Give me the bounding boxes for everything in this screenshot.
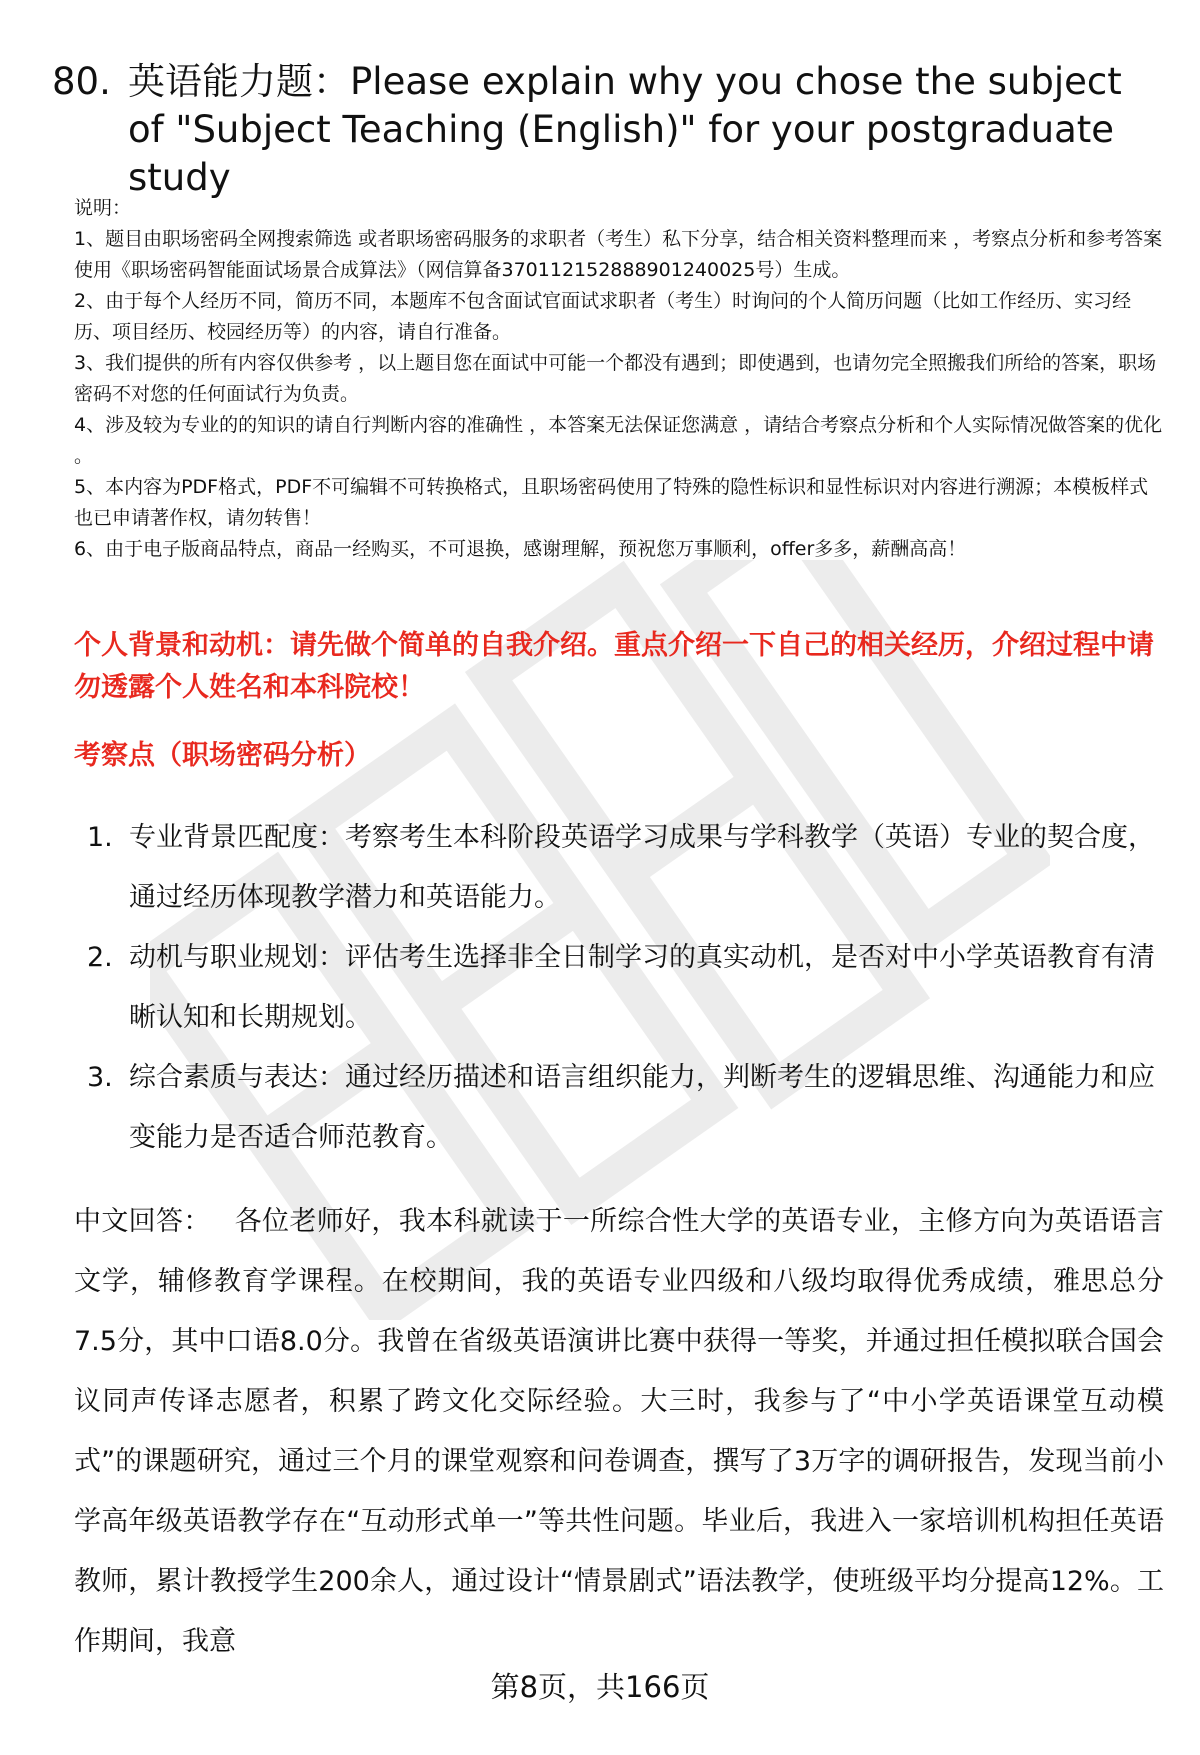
notes-section: [74, 193, 1164, 565]
notes-item: 2、由于每个人经历不同，简历不同，本题库不包含面试官面试求职者（考生）时询问的个人简历问题（比如工作经历、实习经历、项目经历、校园经历等）的内容，请自行准备。: [74, 290, 1132, 343]
notes-item: 4、涉及较为专业的的知识的请自行判断内容的准确性 ，本答案无法保证您满意 ，请结合考察点分析和个人实际情况做答案的优化 。: [74, 414, 1163, 467]
answer-label: 中文回答：: [74, 1206, 211, 1237]
point-text: 动机与职业规划：评估考生选择非全日制学习的真实动机，是否对中小学英语教育有清晰认知和长期规划。: [129, 942, 1155, 1033]
notes-item: 3、我们提供的所有内容仅供参考 ，以上题目您在面试中可能一个都没有遇到；即使遇到，也请勿完全照搬我们所给的答案，职场密码不对您的任何面试行为负责。: [74, 352, 1157, 405]
notes-heading: 说明：: [74, 197, 132, 219]
point-text: 专业背景匹配度：考察考生本科阶段英语学习成果与学科教学（英语）专业的契合度，通过经历体现教学潜力和英语能力。: [129, 822, 1155, 913]
analysis-point: [74, 1048, 1164, 1168]
notes-item: 6、由于电子版商品特点，商品一经购买，不可退换，感谢理解，预祝您万事顺利，offer多多，薪酬高高！: [74, 538, 967, 560]
point-index: 1.: [87, 822, 113, 853]
answer-paragraph: [74, 1192, 1164, 1672]
point-index: 2.: [87, 942, 113, 973]
analysis-points: [74, 808, 1164, 1168]
sub-question: 个人背景和动机：请先做个简单的自我介绍。重点介绍一下自己的相关经历，介绍过程中请勿透露个人姓名和本科院校！: [74, 630, 1154, 703]
point-index: 3.: [87, 1062, 113, 1093]
answer-text: 各位老师好，我本科就读于一所综合性大学的英语专业，主修方向为英语语言文学，辅修教育学课程。在校期间，我的英语专业四级和八级均取得优秀成绩，雅思总分7.5分，其中口语8.0分。我曾在省级英语演讲比赛中获得一等奖，并通过担任模拟联合国会议同声传译志愿者，积累了跨文化交际经验。大三时，我参与了“中小学英语课堂互动模式”的课题研究，通过三个月的课堂观察和问卷调查，撰写了3万字的调研报告，发现当前小学高年级英语教学存在“互动形式单一”等共性问题。毕业后，我进入一家培训机构担任英语教师，累计教授学生200余人，通过设计“情景剧式”语法教学，使班级平均分提高12%。工作期间，我意: [74, 1206, 1165, 1657]
notes-item: 5、本内容为PDF格式，PDF不可编辑不可转换格式，且职场密码使用了特殊的隐性标识和显性标识对内容进行溯源；本模板样式也已申请著作权，请勿转售！: [74, 476, 1149, 529]
page-footer: 第8页，共166页: [490, 1670, 710, 1704]
notes-item: 1、题目由职场密码全网搜索筛选 或者职场密码服务的求职者（考生）私下分享，结合相关资料整理而来 ，考察点分析和参考答案使用《职场密码智能面试场景合成算法》（网信算备370112152888901240025号）生成。: [74, 228, 1163, 281]
question-number: 80.: [52, 60, 111, 103]
question-text: 英语能力题：Please explain why you chose the subject of "Subject Teaching (English)" for your postgraduate study: [128, 60, 1122, 199]
analysis-heading: 考察点（职场密码分析）: [74, 740, 371, 771]
point-text: 综合素质与表达：通过经历描述和语言组织能力，判断考生的逻辑思维、沟通能力和应变能力是否适合师范教育。: [129, 1062, 1155, 1153]
question-title: [52, 58, 1162, 202]
analysis-point: [74, 808, 1164, 928]
analysis-point: [74, 928, 1164, 1048]
